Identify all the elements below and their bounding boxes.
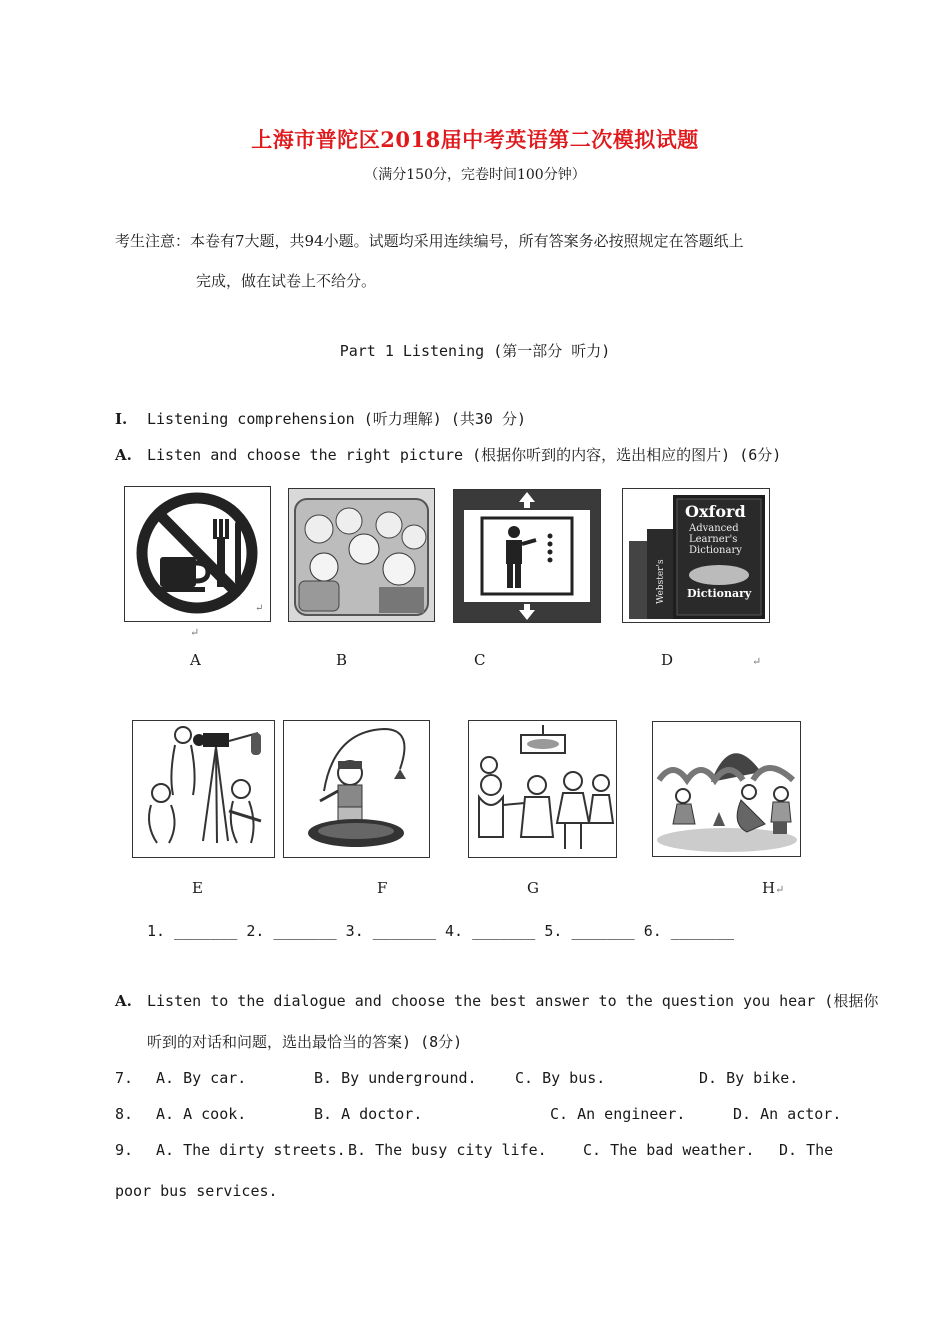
notice-line-1: 考生注意：本卷有7大题，共94小题。试题均采用连续编号，所有答案务必按照规定在答题纸上: [115, 232, 744, 250]
picture-label-D: D: [661, 651, 674, 669]
picture-G: [468, 720, 617, 858]
picture-label-A: A: [190, 651, 201, 669]
svg-text:Advanced: Advanced: [689, 523, 739, 534]
part-heading: Part 1 Listening (第一部分 听力): [339, 342, 611, 360]
picture-A: [124, 486, 271, 622]
elevator-sign-icon: [454, 490, 600, 622]
option-c: C. The bad weather.: [583, 1141, 755, 1159]
option-d: D. An actor.: [733, 1105, 842, 1123]
return-mark: ↵: [190, 626, 200, 639]
svg-text:↵: ↵: [255, 603, 264, 614]
crowded-people-illustration: [289, 489, 434, 621]
question-number: 9.: [115, 1141, 134, 1159]
section-number: I.: [115, 410, 128, 428]
section-text: Listen to the dialogue and choose the best answer to the question you hear (根据你: [147, 992, 879, 1010]
picture-label-H: [762, 879, 784, 897]
section-text: Listening comprehension (听力理解) (共30 分): [147, 410, 526, 428]
section-number: A.: [115, 992, 132, 1010]
section-A2-heading: [115, 990, 878, 1011]
question-number: 7.: [115, 1069, 134, 1087]
option-b: B. A doctor.: [314, 1105, 423, 1123]
oxford-dictionary-books-image: [623, 489, 769, 622]
boy-fishing-illustration: [284, 721, 429, 857]
picture-C: [453, 489, 601, 623]
option-c: C. By bus.: [515, 1069, 606, 1087]
section-number: A.: [115, 446, 132, 464]
bakery-shop-illustration: [469, 721, 616, 857]
notice-line-2: 完成，做在试卷上不给分。: [196, 272, 377, 290]
picture-label-H-text: H: [762, 879, 776, 897]
film-crew-illustration: [133, 721, 274, 857]
return-mark: ↵: [752, 655, 762, 668]
option-c: C. An engineer.: [550, 1105, 686, 1123]
svg-text:Dictionary: Dictionary: [689, 545, 742, 556]
section-A-heading: [115, 444, 781, 465]
question-number: 8.: [115, 1105, 134, 1123]
option-d: D. The: [779, 1141, 834, 1159]
svg-text:Learner's: Learner's: [689, 534, 738, 545]
page-title: 上海市普陀区2018届中考英语第二次模拟试题: [251, 127, 699, 152]
svg-text:Dictionary: Dictionary: [687, 587, 752, 600]
picture-label-C: C: [474, 651, 486, 669]
option-a: A. A cook.: [156, 1105, 247, 1123]
option-b: B. By underground.: [314, 1069, 477, 1087]
option-d: D. By bike.: [699, 1069, 799, 1087]
camping-scene-illustration: [653, 722, 800, 856]
section-I-heading: [115, 408, 526, 429]
picture-H: [652, 721, 801, 857]
option-a: A. The dirty streets.: [156, 1141, 346, 1159]
svg-text:Oxford: Oxford: [685, 502, 746, 521]
section-A2-heading-line2: 听到的对话和问题，选出最恰当的答案) (8分): [147, 1033, 463, 1051]
picture-B: [288, 488, 435, 622]
option-a: A. By car.: [156, 1069, 247, 1087]
option-b: B. The busy city life.: [348, 1141, 547, 1159]
return-mark: ↵: [775, 883, 785, 896]
picture-label-B: B: [336, 651, 348, 669]
answer-blanks: 1. _______ 2. _______ 3. _______ 4. _______ 5. _______ 6. _______: [147, 922, 734, 940]
picture-F: [283, 720, 430, 858]
picture-D: [622, 488, 770, 623]
option-d-continuation: poor bus services.: [115, 1182, 278, 1200]
svg-text:Webster's: Webster's: [656, 559, 666, 604]
page-subtitle: （满分150分，完卷时间100分钟）: [364, 167, 586, 183]
picture-label-F: F: [377, 879, 388, 897]
picture-E: [132, 720, 275, 858]
picture-label-E: E: [192, 879, 203, 897]
picture-label-G: G: [527, 879, 539, 897]
no-food-drink-sign-icon: [125, 487, 270, 621]
section-text: Listen and choose the right picture (根据你听到的内容，选出相应的图片) (6分): [147, 446, 782, 464]
